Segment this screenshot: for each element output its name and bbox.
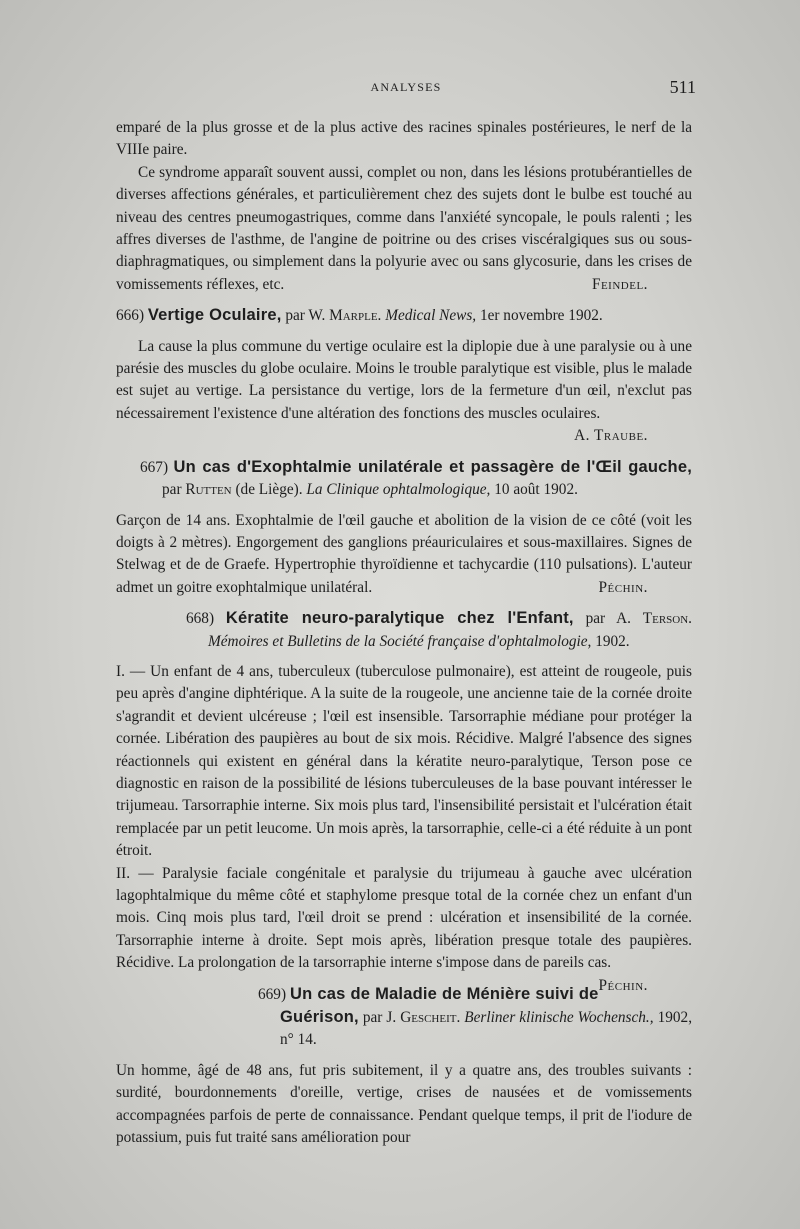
article-by: par A.	[585, 610, 631, 628]
article-author: Rutten	[185, 481, 232, 499]
signature-pechin: Péchin.	[598, 578, 648, 596]
article-number: 668)	[186, 610, 215, 628]
article-666-heading	[116, 304, 692, 327]
running-head: ANALYSES	[370, 80, 442, 94]
page-header	[116, 77, 696, 102]
signature-feindel: Feindel.	[591, 275, 648, 293]
article-author: Gescheit.	[400, 1009, 461, 1027]
article-666-text: La cause la plus commune du vertige oculaire est la diplopie due à une paralysie ou à une parésie des muscles du globe oculaire. Moins le trouble paralytique est visible, plus le malade est sujet au vertige. La persistance du vertige, lors de la fermeture d'un œil, n'exclut pas nécessairement l'existence d'une altération des fonctions des muscles oculaires.	[116, 337, 692, 422]
page-number: 511	[669, 77, 696, 97]
article-by: par J.	[362, 1009, 397, 1027]
article-journal: Berliner klinische Wochensch.,	[464, 1009, 654, 1027]
paragraph-text: Garçon de 14 ans. Exophtalmie de l'œil gauche et abolition de la vision de ce côté (voit les doigts à 2 mètres). Engorgement des ganglions préauriculaires et sous-maxillaires. Signes de Stelwag et de de Graefe. Hypertrophie thyroïdienne et tachycardie (110 pulsations). L'auteur admet un goitre exophtalmique unilatéral.	[116, 511, 692, 596]
article-title: Un cas de Maladie de Ménière suivi de Guérison,	[280, 984, 599, 1027]
article-date: 1902.	[595, 632, 630, 650]
article-number: 666)	[116, 307, 145, 325]
article-title: Un cas d'Exophtalmie unilatérale et passagère de l'Œil gauche,	[173, 457, 692, 476]
paragraph-continuation: emparé de la plus grosse et de la plus active des racines spinales postérieures, le nerf de la VIIIe paire.	[116, 119, 692, 159]
article-journal: Medical News,	[385, 307, 477, 325]
signature-pechin: Péchin.	[598, 976, 648, 994]
article-journal: La Clinique ophtalmologique,	[306, 481, 491, 499]
article-by: par W.	[285, 307, 326, 325]
article-number: 667)	[140, 458, 169, 476]
page-body	[116, 117, 692, 1149]
article-668-text-1: I. — Un enfant de 4 ans, tuberculeux (tuberculose pulmonaire), est atteint de rougeole, puis peu après d'angine diphtérique. A la suite de la rougeole, une ancienne taie de la cornée droite s'agrandit et devient ulcéreuse ; l'œil est insensible. Tarsorraphie médiane pour protéger la cornée. Libération des paupières au bout de six mois. Récidive. Malgré l'absence des signes réactionnels qui existent en général dans la kératite neuro-paralytique, Terson pose ce diagnostic en raison de la possibilité de lésions tuberculeuses de la base pouvant intéresser le trijumeau. Tarsorraphie interne. Six mois plus tard, l'insensibilité persistait et l'ulcération était remplacée par un petit leucome. Un mois après, la tarsorraphie, celle-ci a été réduite à un pont étroit.	[116, 662, 692, 860]
article-title: Kératite neuro-paralytique chez l'Enfant,	[225, 609, 574, 628]
paragraph-text: II. — Paralysie faciale congénitale et paralysie du trijumeau à gauche avec ulcération lagophtalmique du même côté et staphylome presque total de la cornée chez un enfant d'un mois. Cinq mois plus tard, l'œil droit se prend : ulcération et insensibilité de la cornée. Tarsorraphie interne à droite. Sept mois après, libération presque totale des paupières. Récidive. La prolongation de la tarsorraphie interne s'impose dans de pareils cas.	[116, 864, 692, 972]
article-date: 1902, n° 14.	[280, 1009, 693, 1049]
article-668-heading	[116, 607, 692, 653]
article-date: 1er novembre 1902.	[479, 307, 603, 325]
article-author: Marple.	[329, 307, 382, 325]
signature-traube: A. Traube.	[574, 427, 648, 445]
article-author: Terson.	[642, 610, 693, 628]
paragraph-text: Ce syndrome apparaît souvent aussi, complet ou non, dans les lésions protubérantielles de diverses affections générales, et particulièrement chez des sujets dont le bulbe est touché au niveau des centres pneumogastriques, comme dans l'anxiété syncopale, le pouls ralenti ; les affres diverses de l'asthme, de l'angine de poitrine ou des crises viscéralgiques sus ou sous-diaphragmatiques, ou simplement dans la polyurie avec ou sans glycosurie, dans les crises de vomissements réflexes, etc.	[116, 163, 692, 293]
article-place: (de Liège).	[235, 481, 303, 499]
article-669-text: Un homme, âgé de 48 ans, fut pris subitement, il y a quatre ans, des troubles suivants : surdité, bourdonnements d'oreille, vertige, crises de nausées et de vomissements accompagnées parfois de perte de connaissance. Pendant quelque temps, il prit de l'iodure de potassium, puis fut traité sans amélioration pour	[116, 1061, 692, 1147]
article-number: 669)	[258, 985, 287, 1003]
article-date: 10 août 1902.	[494, 481, 578, 499]
article-journal: Mémoires et Bulletins de la Société française d'ophtalmologie,	[208, 632, 592, 650]
article-667-text	[116, 510, 692, 600]
paragraph-syndrome	[116, 162, 692, 296]
article-by: par	[162, 481, 182, 499]
article-667-heading	[116, 456, 692, 502]
article-title: Vertige Oculaire,	[147, 306, 282, 325]
